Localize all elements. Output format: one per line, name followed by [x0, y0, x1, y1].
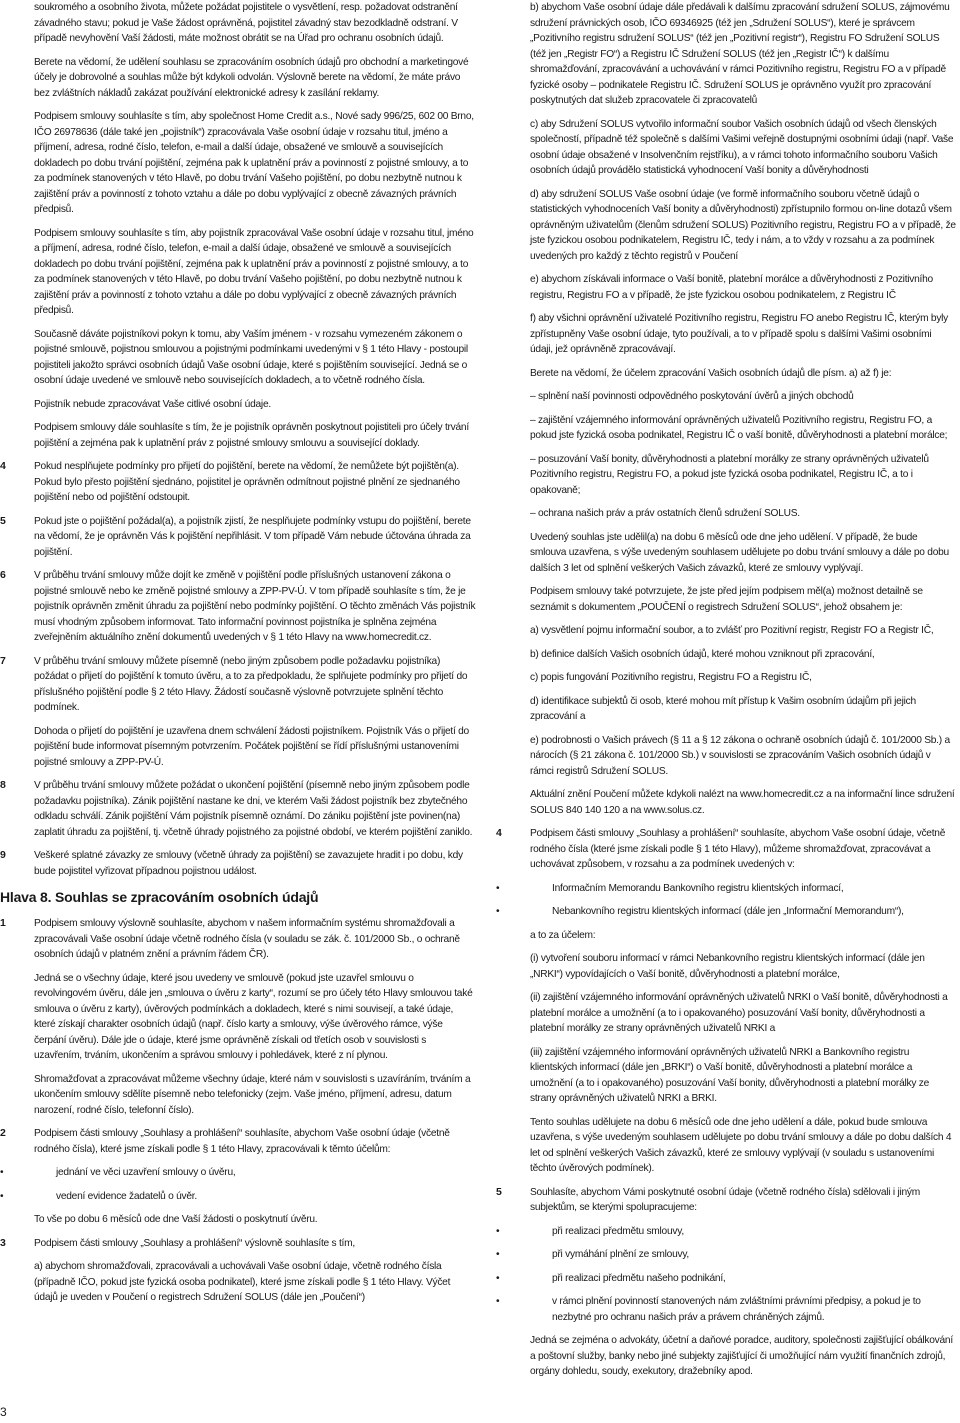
dash-item: – zajištění vzájemného informování oprávněných uživatelů Pozitivního registru, Registru FO, a pokud jste fyzická osoba podnikatel, Registru IČ o vaší bonitě, důvěryhodnosti a platební morálce;: [530, 414, 948, 441]
section-paragraph: (iii) zajištění vzájemného informování oprávněných uživatelů NRKI a Bankovního registru klientských informací (dále jen „BRKI“) o Vaší bonitě, důvěryhodnosti a platební morálce a umožnění (a to i opakovaného) posuzování Vaší bonity, důvěryhodnosti a platební morálky ze strany oprávněných uživatelů NRKI a BRKI.: [530, 1046, 930, 1104]
paragraph: e) podrobnosti o Vašich právech (§ 11 a § 12 zákona o ochraně osobních údajů č. 101/2000 Sb.) a nárocích (§ 21 zákona č. 101/2000 Sb.) v souvislosti se zpracováním Vašich osobních údajů v rámci registrů Sdružení SOLUS.: [530, 734, 950, 777]
list-item: • Nebankovního registru klientských informací (dále jen „Informační Memorandum“),: [530, 904, 956, 920]
section-7: [0, 654, 476, 771]
section-paragraph: Podpisem části smlouvy „Souhlasy a prohlášení“ souhlasíte, abychom Vaše osobní údaje, včetně rodného čísla (které jsme získali podle § 1 této Hlavy), můžeme shromažďovat, zpracovávat a uchovávat způsobem, v rozsahu a za podmínek uvedených v:: [530, 828, 946, 870]
list-item: • jednání ve věci uzavření smlouvy o úvěru,: [34, 1165, 476, 1181]
paragraph: b) definice dalších Vašich osobních údajů, které mohou vzniknout při zpracování,: [530, 648, 875, 660]
section-number: 4: [496, 827, 502, 839]
section-8: [0, 778, 476, 840]
list-item: • při realizaci předmětu smlouvy,: [530, 1224, 956, 1240]
paragraph: Aktuální znění Poučení můžete kdykoli nalézt na www.homecredit.cz a na informační lince sdružení SOLUS 840 140 120 a na www.solus.cz.: [530, 789, 955, 816]
ch-section-3: [0, 1236, 476, 1306]
paragraph: Podpisem smlouvy také potvrzujete, že jste před jejím podpisem měl(a) možnost detailně se seznámit s dokumentem „POUČENÍ o registrech Sdružení SOLUS“, jehož obsahem je:: [530, 586, 923, 613]
ch-section-1: [0, 916, 476, 1118]
chapter-title: Hlava 8. Souhlas se zpracováním osobních údajů: [0, 889, 319, 905]
section-paragraph: a to za účelem:: [530, 929, 596, 941]
left-column: [0, 0, 476, 1314]
paragraph: a) vysvětlení pojmu informační soubor, a to zvlášť pro Pozitivní registr, Registr FO a Registr IČ,: [530, 625, 934, 636]
section-paragraph: a) abychom shromažďovali, zpracovávali a uchovávali Vaše osobní údaje, včetně rodného čísla (případně IČO, pokud jste fyzická osoba podnikatel), které jsme získali podle § 1 této Hlavy. Výčet údajů je uveden v Poučení o registrech Sdružení SOLUS (dále jen „Poučení“): [34, 1261, 451, 1304]
section-number: 7: [0, 654, 6, 667]
list-item: • při vymáhání plnění ze smlouvy,: [530, 1247, 956, 1263]
section-paragraph: Podpisem části smlouvy „Souhlasy a prohlášení“ výslovně souhlasíte s tím,: [34, 1237, 355, 1249]
list-item: • Informačním Memorandu Bankovního registru klientských informací,: [530, 881, 956, 897]
dash-item: – ochrana našich práv a práv ostatních členů sdružení SOLUS.: [530, 508, 800, 519]
intro-paragraph: Berete na vědomí, že udělení souhlasu se zpracováním osobních údajů pro obchodní a marketingové účely je dobrovolné a souhlas může být kdykoli odvolán. Výslovně berete na vědomí, že máte právo bez zvláštních nákladů zakázat používání elektronické adresy k zasílání reklamy.: [34, 56, 469, 99]
section-paragraph: Podpisem části smlouvy „Souhlasy a prohlášení“ souhlasíte, abychom Vaše osobní údaje (včetně rodného čísla), které jsme získali podle § 1 této Hlavy, zpracovávali k těmto účelům:: [34, 1128, 450, 1155]
intro-paragraph: Současně dáváte pojistníkovi pokyn k tomu, aby Vaším jménem - v rozsahu vymezeném zákonem o pojistné smlouvě, pojistnou smlouvou a pojistnými podmínkami uvedenými v § 1 této Hlavy - postoupil pojistiteli jakožto správci osobních údajů Vaše osobní údaje, které s pojištěním související. Jedná se o osobní údaje uvedené ve smlouvě nebo souvisejících dokladech, a to včetně rodného čísla.: [34, 328, 468, 386]
section-paragraph: Podpisem smlouvy výslovně souhlasíte, abychom v našem informačním systému shromažďovali a zpracovávali Vaše osobní údaje včetně rodného čísla (v souladu se zák. č. 101/2000 Sb., o ochraně osobních údajů v platném znění a právním řádem ČR).: [34, 918, 460, 961]
page-number: 3: [0, 1405, 7, 1419]
section-paragraph: Veškeré splatné závazky ze smlouvy (včetně úhrady za pojištění) se zavazujete hradit i po dobu, kdy bude pojistitel vyřizovat případnou pojistnou událost.: [34, 850, 463, 877]
section-5: [0, 514, 476, 561]
dash-item: – posuzování Vaší bonity, důvěryhodnosti a platební morálky ze strany oprávněných uživatelů Pozitivního registru, Registru FO, a pokud jste fyzická osoba podnikatel, Registru IČ, a to i opakovaně;: [530, 453, 929, 496]
section-number: 1: [0, 917, 6, 930]
paragraph: Berete na vědomí, že účelem zpracování Vašich osobních údajů dle písm. a) až f) je:: [530, 367, 892, 379]
intro-block: [0, 0, 476, 451]
paragraph: c) aby Sdružení SOLUS vytvořilo informační soubor Vašich osobních údajů od všech členských společností, případně též společně s dalšími Vašimi veřejně dostupnými osobními údaji (např. Vaše osobní údaje obsažené v Insolvenčním rejstříku), a v rámci tohoto informačního souboru Vašich osobních údajů provádělo statistická vyhodnocení Vaší bonity a důvěryhodnosti: [530, 118, 954, 176]
paragraph: e) abychom získávali informace o Vaší bonitě, platební morálce a důvěryhodnosti z Pozitivního registru, Registru FO a v případě, že jste fyzickou osobou podnikatelem, z Registru IČ: [530, 274, 933, 301]
section-4: [0, 459, 476, 506]
section-paragraph: Jedná se o všechny údaje, které jsou uvedeny ve smlouvě (pokud jste uzavřel smlouvu o revolvingovém úvěru, dále jen „smlouva o úvěru z karty“, rozumí se pro účely této Hlavy smlouvou také smlouva o úvěru z karty), úvěrových podmínkách a dokladech, které s nimi souvisejí, a také údaje, které získají charakter osobních údajů (např. číslo karty a smlouvy, výše úvěrového rámce, výše čerpání úvěru). Dále jde o údaje, které jsme oprávněně získali od třetích osob v souvislosti s uzavřením, trváním, ukončením a správou smlouvy i pohledávek, které z ní plynou.: [34, 972, 473, 1062]
section-paragraph: V průběhu trvání smlouvy můžete požádat o ukončení pojištění (písemně nebo jiným způsobem podle požadavku pojistníka). Zánik pojištění nastane ke dni, ve kterém Vaši žádost pojistník bez zbytečného odkladu schválí. Zánik pojištění Vám pojistník písemně oznámí. Do zániku pojištění jste povinen(na) zaplatit úhradu za pojištění, tj. včetně úhrady pojistného za pojistné období, ve kterém pojištění zaniklo.: [34, 780, 473, 838]
section-paragraph: Shromažďovat a zpracovávat můžeme všechny údaje, které nám v souvislosti s uzavíráním, trváním a ukončením smlouvy sdělíte písemně nebo telefonicky (zejm. Vaše jméno, příjmení, adresu, datum narození, rodné číslo, telefonní číslo).: [34, 1073, 471, 1116]
section-number: 5: [496, 1185, 502, 1198]
section-paragraph: Dohoda o přijetí do pojištění je uzavřena dnem schválení žádosti pojistníkem. Pojistník Vás o přijetí do pojištění bude informovat písemným potvrzením. Počátek pojištění se řídí příslušnými ustanoveními pojistné smlouvy a ZPP-PV-Ú.: [34, 725, 469, 768]
list-item: • vedení evidence žadatelů o úvěr.: [34, 1189, 476, 1205]
section-6: [0, 568, 476, 646]
section-paragraph: V průběhu trvání smlouvy můžete písemně (nebo jiným způsobem podle požadavku pojistníka) požádat o přijetí do pojištění k tomuto úvěru, a to za předpokladu, že splňujete podmínky pro přijetí do příslušného pojištění podle § 2 této Hlavy. Žádostí současně výslovně potvrzujete splnění těchto podmínek.: [34, 655, 468, 713]
bullet-list: [34, 1165, 476, 1204]
right-section-5: [496, 1185, 956, 1380]
section-paragraph: Jedná se zejména o advokáty, účetní a daňové poradce, auditory, společnosti zajišťující obálkování a poštovní služby, banky nebo jiné subjekty zajišťující či umožňující nám využití finančních zdrojů, orgány dohledu, soudy, exekutory, dražebníky apod.: [530, 1335, 953, 1377]
paragraph: f) aby všichni oprávnění uživatelé Pozitivního registru, Registru FO anebo Registru IČ, kterým byly zpřístupněny Vaše osobní údaje, tyto používali, a to v případě spolu s dalšími Vašimi osobními údaji, jež oprávněně zpracovávají.: [530, 313, 949, 355]
section-number: 4: [0, 460, 6, 472]
section-number: 8: [0, 779, 6, 791]
intro-paragraph: Podpisem smlouvy dále souhlasíte s tím, že je pojistník oprávněn poskytnout pojistiteli pro účely trvání pojištění a zejména pak k uplatnění práv z pojistné smlouvy smlouvu a související doklady.: [34, 422, 469, 449]
paragraph: d) identifikace subjektů či osob, které mohou mít přístup k Vašim osobním údajům při jejich zpracování a: [530, 695, 916, 722]
section-paragraph: V průběhu trvání smlouvy může dojít ke změně v pojištění podle příslušných ustanovení zákona o pojistné smlouvě nebo ke změně pojistné smlouvy a ZPP-PV-Ú. V tom případě souhlasíte s tím, že je pojistník oprávněn změnit úhradu za pojištění nebo podmínky pojištění. O těchto změnách Vás pojistník musí vhodným způsobem informovat. Tato informační povinnost pojistníka je splněna zejména zveřejněním aktuálního znění dokumentů uvedených v § 1 této Hlavy na www.homecredit.cz.: [34, 570, 476, 643]
list-item: • v rámci plnění povinností stanovených nám zvláštními právními předpisy, a pokud je to nezbytné pro ochranu našich práv a právem chráněných zájmů.: [530, 1294, 956, 1325]
section-paragraph: Pokud nesplňujete podmínky pro přijetí do pojištění, berete na vědomí, že nemůžete být pojištěn(a). Pokud bylo přesto pojištění sjednáno, pojistitel je oprávněn odmítnout pojistné plnění ze sjednaného pojištění nebo od pojištění odstoupit.: [34, 461, 460, 503]
right-block-a: [496, 0, 956, 818]
section-paragraph: Pokud jste o pojištění požádal(a), a pojistník zjistí, že nesplňujete podmínky vstupu do pojištění, berete na vědomí, že je oprávněn Vás k pojištění nepřihlásit. V tom případě Vám nebude účtována úhrada za pojištění.: [34, 515, 471, 558]
right-column: [496, 0, 956, 1388]
section-number: 5: [0, 514, 6, 527]
intro-paragraph: Podpisem smlouvy souhlasíte s tím, aby společnost Home Credit a.s., Nové sady 996/25, 602 00 Brno, IČO 26978636 (dále také jen „pojistník“) zpracovávala Vaše osobní údaje v rozsahu titul, jméno a příjmení, adresa, rodné číslo, telefon, e-mail a další údaje, obsažené ve smlouvě a souvisejících dokladech po dobu trvání pojištění, zejména pak k uplatnění práv a povinností z pojistné smlouvy, a to za podmínek stanovených v této Hlavě, po dobu trvání Vašeho pojištění, po dobu nezbytně nutnou k zajištění práv a povinností z tohoto vztahu a dále po dobu vyplývající z obecně závazných právních předpisů.: [34, 111, 474, 215]
paragraph: c) popis fungování Pozitivního registru, Registru FO a Registru IČ,: [530, 672, 812, 683]
section-number: 3: [0, 1236, 6, 1249]
section-paragraph: To vše po dobu 6 měsíců ode dne Vaší žádosti o poskytnutí úvěru.: [34, 1214, 318, 1226]
section-paragraph: (ii) zajištění vzájemného informování oprávněných uživatelů NRKI o Vaší bonitě, důvěryhodnosti a platební morálce a umožnění (a to i opakovaného) posuzování Vaší bonity, důvěryhodnosti a platební morálky ze strany oprávněných uživatelů NRKI a: [530, 992, 948, 1034]
right-section-4: [496, 826, 956, 1177]
bullet-list: [530, 1224, 956, 1326]
section-9: [0, 848, 476, 879]
dash-item: – splnění naší povinnosti odpovědného poskytování úvěrů a jiných obchodů: [530, 391, 854, 402]
section-number: 6: [0, 569, 6, 581]
section-number: 2: [0, 1127, 6, 1140]
intro-paragraph: Pojistník nebude zpracovávat Vaše citlivé osobní údaje.: [34, 398, 271, 410]
bullet-list: [530, 881, 956, 920]
section-paragraph: (i) vytvoření souboru informací v rámci Nebankovního registru klientských informací (dále jen „NRKI“) vypovídajících o Vaší bonitě, důvěryhodnosti a platební morálce,: [530, 953, 925, 980]
intro-paragraph: Podpisem smlouvy souhlasíte s tím, aby pojistník zpracovával Vaše osobní údaje v rozsahu titul, jméno a příjmení, adresa, rodné číslo, telefon, e-mail a další údaje, obsažené ve smlouvě a souvisejících dokladech po dobu trvání pojištění, zejména pak k uplatnění práv a povinností z pojistné smlouvy, a to za podmínek stanovených v této Hlavě, po dobu trvání Vašeho pojištění, po dobu nezbytně nutnou k zajištění práv a povinností z tohoto vztahu a dále po dobu vyplývající z obecně závazných právních předpisů.: [34, 227, 474, 316]
section-paragraph: Tento souhlas udělujete na dobu 6 měsíců ode dne jeho udělení a dále, pokud bude smlouva uzavřena, s výše uvedeným souhlasem udělujete po dobu trvání smlouvy a dále po dobu dalších 4 let od splnění veškerých Vašich závazků, které ze smlouvy vyplývají (v souladu s ustanoveními těchto úvěrových podmínek).: [530, 1116, 952, 1174]
section-number: 9: [0, 849, 6, 861]
ch-section-2: [0, 1126, 476, 1228]
list-item: • při realizaci předmětu našeho podnikání,: [530, 1271, 956, 1287]
paragraph: Uvedený souhlas jste udělil(a) na dobu 6 měsíců ode dne jeho udělení. V případě, že bude smlouva uzavřena, s výše uvedeným souhlasem udělujete po dobu trvání smlouvy a dále po dobu dalších 3 let od splnění veškerých Vašich závazků, které ze smlouvy vyplývají.: [530, 531, 949, 574]
section-paragraph: Souhlasíte, abychom Vámi poskytnuté osobní údaje (včetně rodného čísla) sdělovali i jiným subjektům, se kterými spolupracujeme:: [530, 1186, 921, 1213]
intro-paragraph: soukromého a osobního života, můžete požádat pojistitele o vysvětlení, resp. požadovat odstranění závadného stavu; pokud je Vaše žádost oprávněná, pojistitel závadný stav bezodkladně odstraní. V případě nevyhovění Vaší žádosti, máte možnost obrátit se na Úřad pro ochranu osobních údajů.: [34, 2, 458, 44]
paragraph: b) abychom Vaše osobní údaje dále předávali k dalšímu zpracování sdružení SOLUS, zájmovému sdružení právnických osob, IČO 69346925 (též jen „Sdružení SOLUS“), které je správcem „Pozitivního registru sdružení SOLUS“ (též jen „Pozitivní registr“), Registru FO Sdružení SOLUS (též jen „Registr FO“) a Registru IČ Sdružení SOLUS (též jen „Registr IČ“) k dalšímu shromažďování, zpracovávání a uchovávání v rámci Pozitivního registru, Registru FO a v případě fyzické osoby – podnikatele Registru IČ. Sdružení SOLUS je oprávněno využít pro zpracování poskytnutých dat služeb zpracovatele či zpracovatelů: [530, 2, 950, 106]
paragraph: d) aby sdružení SOLUS Vaše osobní údaje (ve formě informačního souboru včetně údajů o statistických vyhodnoceních Vaší bonity a důvěryhodnosti) zpřístupnilo formou on-line dotazů všem oprávněným uživatelům (členům sdružení SOLUS) Pozitivního registru, Registru FO a v případě, že jste fyzickou osobou podnikatelem, Registru IČ, tedy i nám, a to vždy v rozsahu a za podmínek uvedených pro každý z těchto registrů v Poučení: [530, 188, 956, 262]
